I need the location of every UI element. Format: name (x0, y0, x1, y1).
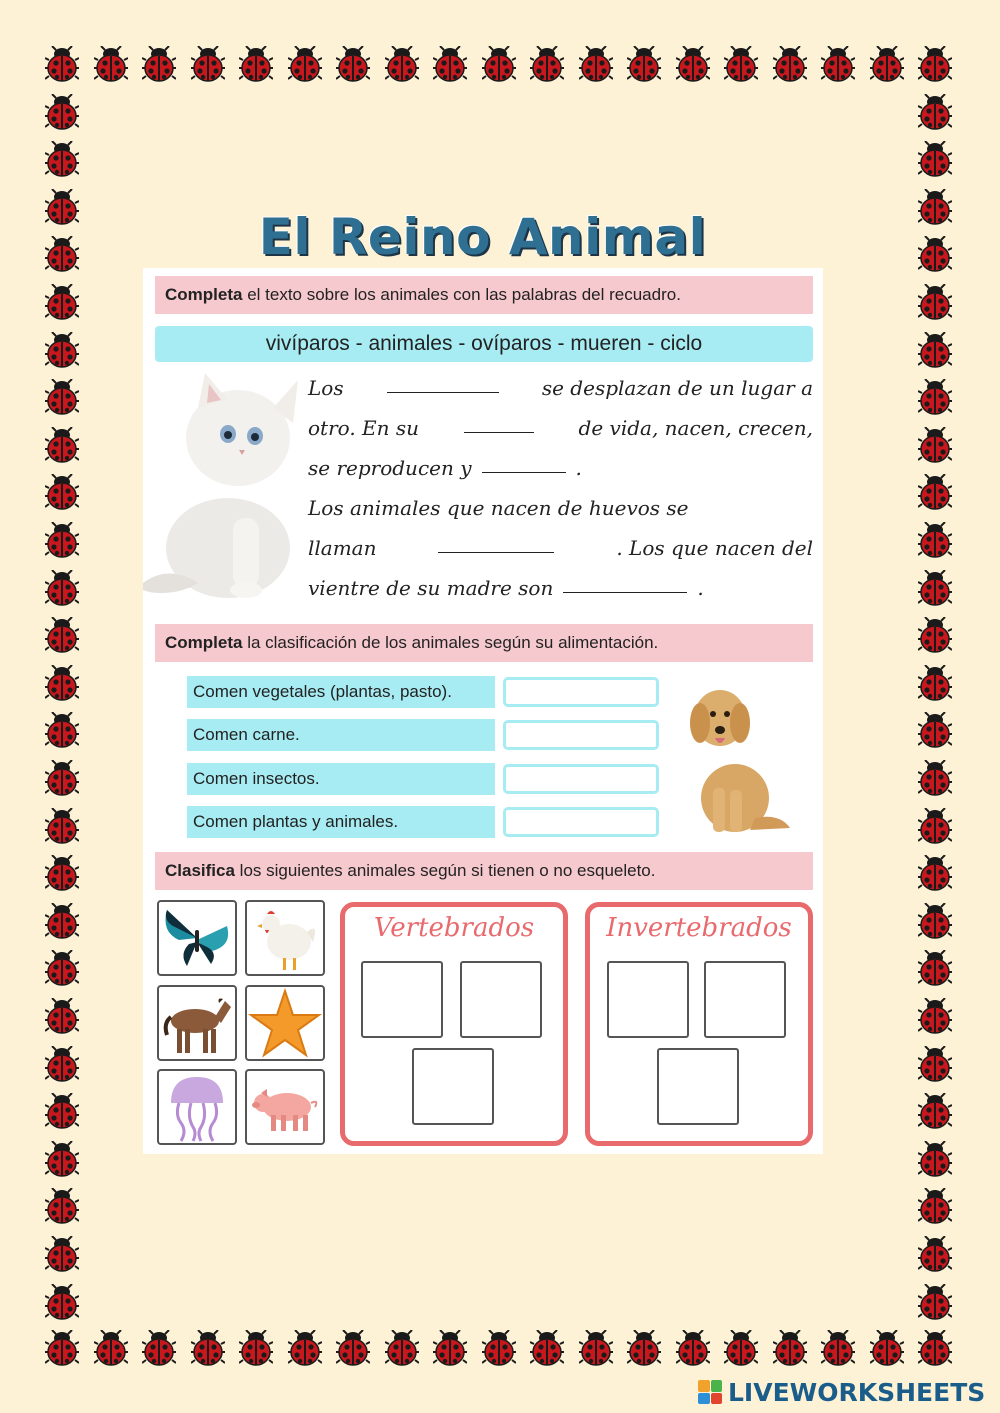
ladybug-icon (45, 855, 79, 891)
fill-in-text (308, 368, 813, 608)
ladybug-icon (45, 427, 79, 463)
invertebrates-title: Invertebrados (606, 913, 792, 943)
blank-field-4[interactable] (438, 528, 554, 553)
text-fragment: . (575, 456, 582, 480)
ladybug-icon (918, 760, 952, 796)
ladybug-icon (45, 332, 79, 368)
instruction-2 (155, 624, 813, 662)
ladybug-icon (918, 570, 952, 606)
ladybug-icon (918, 950, 952, 986)
ladybug-icon (45, 998, 79, 1034)
ladybug-icon (918, 712, 952, 748)
text-fragment: vientre de su madre son (308, 576, 554, 600)
ladybug-icon (239, 1330, 273, 1366)
ladybug-icon (142, 46, 176, 82)
text-fragment: otro. En su (308, 416, 420, 440)
ladybug-icon (45, 474, 79, 510)
invertebrates-drop-slot-1[interactable] (607, 961, 689, 1038)
ladybug-icon (45, 950, 79, 986)
diet-label: Comen insectos. (187, 763, 495, 795)
text-fragment: llaman (308, 536, 377, 560)
ladybug-icon (918, 1236, 952, 1272)
ladybug-icon (627, 1330, 661, 1366)
vertebrates-title: Vertebrados (373, 913, 535, 943)
horse-icon (159, 987, 235, 1059)
blank-field-5[interactable] (563, 568, 687, 593)
ladybug-icon (45, 46, 79, 82)
diet-label: Comen plantas y animales. (187, 806, 495, 838)
brand-text: LIVEWORKSHEETS (728, 1377, 986, 1407)
ladybug-icon (191, 46, 225, 82)
ladybug-icon (45, 903, 79, 939)
invertebrates-drop-slot-3[interactable] (657, 1048, 739, 1125)
ladybug-icon (530, 1330, 564, 1366)
diet-label: Comen carne. (187, 719, 495, 751)
ladybug-icon (45, 522, 79, 558)
ladybug-icon (45, 617, 79, 653)
jellyfish-icon (159, 1071, 235, 1143)
ladybug-icon (918, 808, 952, 844)
ladybug-icon (45, 1330, 79, 1366)
page-title: El Reino Animal (258, 208, 707, 266)
ladybug-icon (45, 1046, 79, 1082)
animal-card-horse[interactable] (157, 985, 237, 1061)
ladybug-icon (918, 474, 952, 510)
ladybug-icon (918, 665, 952, 701)
ladybug-icon (94, 46, 128, 82)
ladybug-icon (288, 1330, 322, 1366)
ladybug-icon (191, 1330, 225, 1366)
ladybug-icon (918, 1093, 952, 1129)
text-fragment: . Los que nacen del (616, 536, 813, 560)
animal-card-hen[interactable] (245, 900, 325, 976)
text-line-5 (308, 528, 813, 568)
ladybug-icon (45, 1141, 79, 1177)
ladybug-icon (918, 332, 952, 368)
ladybug-icon (579, 46, 613, 82)
ladybug-icon (918, 1141, 952, 1177)
cat-photo (143, 368, 303, 608)
ladybug-icon (918, 855, 952, 891)
liveworksheets-mark-icon (698, 1380, 722, 1404)
animal-card-butterfly[interactable] (157, 900, 237, 976)
invertebrates-drop-slot-2[interactable] (704, 961, 786, 1038)
blank-field-3[interactable] (482, 448, 566, 473)
text-fragment: de vida, nacen, crecen, (578, 416, 813, 440)
worksheet (143, 268, 823, 1154)
ladybug-icon (918, 46, 952, 82)
ladybug-icon (821, 1330, 855, 1366)
ladybug-icon (821, 46, 855, 82)
instruction-3-bold: Clasifica (165, 861, 235, 880)
diet-answer-box-4[interactable] (503, 807, 659, 837)
ladybug-icon (433, 1330, 467, 1366)
ladybug-icon (385, 46, 419, 82)
ladybug-icon (45, 141, 79, 177)
text-line-4 (308, 488, 813, 528)
instruction-1-text: el texto sobre los animales con las palabras del recuadro. (242, 285, 681, 304)
diet-answer-box-3[interactable] (503, 764, 659, 794)
ladybug-icon (676, 1330, 710, 1366)
ladybug-icon (918, 427, 952, 463)
vertebrates-drop-slot-1[interactable] (361, 961, 443, 1038)
animal-card-pig[interactable] (245, 1069, 325, 1145)
ladybug-icon (918, 617, 952, 653)
ladybug-icon (676, 46, 710, 82)
text-line-6 (308, 568, 813, 608)
ladybug-icon (918, 379, 952, 415)
instruction-1-bold: Completa (165, 285, 243, 304)
text-fragment: . (697, 576, 704, 600)
ladybug-icon (918, 1188, 952, 1224)
animal-card-starfish[interactable] (245, 985, 325, 1061)
ladybug-icon (724, 46, 758, 82)
text-fragment: Los animales que nacen de huevos se (308, 496, 689, 520)
ladybug-icon (482, 1330, 516, 1366)
ladybug-icon (579, 1330, 613, 1366)
ladybug-icon (94, 1330, 128, 1366)
ladybug-icon (918, 1330, 952, 1366)
ladybug-icon (45, 1284, 79, 1320)
ladybug-icon (45, 379, 79, 415)
animal-card-jellyfish[interactable] (157, 1069, 237, 1145)
vertebrates-drop-slot-2[interactable] (460, 961, 542, 1038)
ladybug-icon (45, 1188, 79, 1224)
ladybug-icon (336, 1330, 370, 1366)
text-fragment: se reproducen y (308, 456, 472, 480)
ladybug-icon (870, 46, 904, 82)
ladybug-icon (45, 570, 79, 606)
ladybug-icon (45, 808, 79, 844)
ladybug-icon (627, 46, 661, 82)
diet-answer-box-2[interactable] (503, 720, 659, 750)
ladybug-icon (385, 1330, 419, 1366)
ladybug-icon (918, 1284, 952, 1320)
ladybug-icon (918, 1046, 952, 1082)
word-bank: vivíparos - animales - ovíparos - mueren - ciclo (155, 326, 813, 362)
text-fragment: Los (308, 376, 344, 400)
instruction-2-text: la clasificación de los animales según su alimentación. (242, 633, 659, 652)
pig-icon (247, 1071, 323, 1143)
ladybug-icon (45, 94, 79, 130)
ladybug-icon (433, 46, 467, 82)
ladybug-icon (918, 998, 952, 1034)
invertebrates-panel[interactable] (585, 902, 813, 1146)
instruction-3-text: los siguientes animales según si tienen o no esqueleto. (234, 861, 656, 880)
ladybug-icon (918, 94, 952, 130)
ladybug-icon (45, 665, 79, 701)
text-fragment: se desplazan de un lugar a (541, 376, 813, 400)
ladybug-icon (530, 46, 564, 82)
blank-field-1[interactable] (387, 368, 499, 393)
instruction-1 (155, 276, 813, 314)
liveworksheets-logo[interactable] (698, 1377, 985, 1407)
ladybug-icon (918, 522, 952, 558)
ladybug-icon (870, 1330, 904, 1366)
ladybug-icon (482, 46, 516, 82)
butterfly-icon (159, 902, 235, 974)
ladybug-icon (918, 903, 952, 939)
ladybug-icon (918, 284, 952, 320)
ladybug-icon (773, 1330, 807, 1366)
ladybug-icon (336, 46, 370, 82)
starfish-icon (247, 987, 323, 1059)
vertebrates-drop-slot-3[interactable] (412, 1048, 494, 1125)
dog-photo (675, 678, 795, 838)
ladybug-icon (45, 712, 79, 748)
diet-label: Comen vegetales (plantas, pasto). (187, 676, 495, 708)
ladybug-icon (918, 141, 952, 177)
text-line-3 (308, 448, 813, 488)
text-line-1 (308, 368, 813, 408)
instruction-3 (155, 852, 813, 890)
ladybug-icon (142, 1330, 176, 1366)
hen-icon (247, 902, 323, 974)
ladybug-icon (239, 46, 273, 82)
ladybug-icon (773, 46, 807, 82)
ladybug-icon (45, 284, 79, 320)
ladybug-icon (45, 1093, 79, 1129)
ladybug-icon (45, 1236, 79, 1272)
diet-answer-box-1[interactable] (503, 677, 659, 707)
ladybug-icon (288, 46, 322, 82)
vertebrates-panel[interactable] (340, 902, 568, 1146)
ladybug-icon (45, 760, 79, 796)
ladybug-icon (724, 1330, 758, 1366)
blank-field-2[interactable] (464, 408, 534, 433)
text-line-2 (308, 408, 813, 448)
instruction-2-bold: Completa (165, 633, 243, 652)
